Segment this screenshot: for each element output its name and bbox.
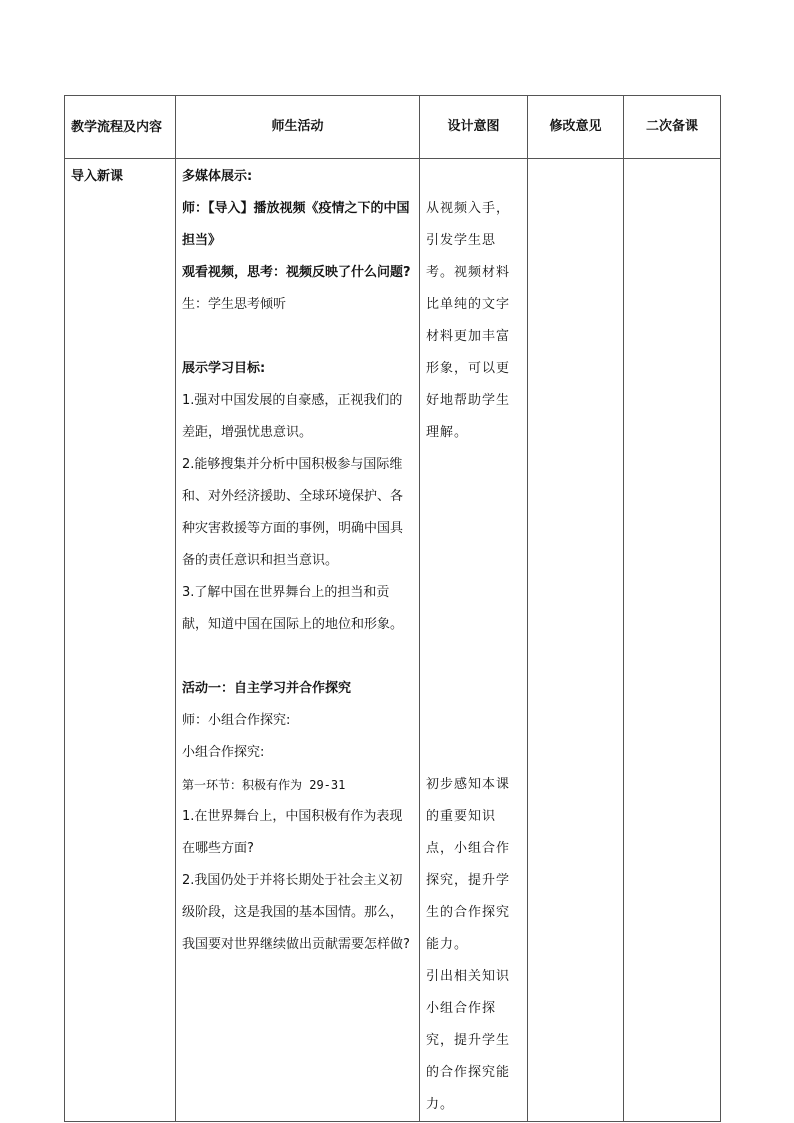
table-row	[65, 159, 721, 1122]
teacher-group: 师：小组合作探究:	[182, 713, 291, 728]
question-2: 2.我国仍处于并将长期处于社会主义初级阶段，这是我国的基本国情。那么，我国要对世界继续做出贡献需要怎样做?	[182, 873, 410, 952]
activity-cell	[176, 159, 420, 1122]
stage-cell	[65, 159, 176, 1122]
stage-label: 导入新课	[71, 169, 124, 184]
design-intent-1: 从视频入手，引发学生思考。视频材料比单纯的文字材料更加丰富形象，可以更好地帮助学生理解。	[426, 201, 511, 440]
lesson-plan-table	[64, 95, 721, 1122]
goals-heading: 展示学习目标:	[182, 361, 266, 376]
header-second-prep: 二次备课	[624, 96, 721, 159]
design-intent-cell	[420, 159, 528, 1122]
media-heading: 多媒体展示:	[182, 169, 253, 184]
watch-question: 观看视频，思考：视频反映了什么问题?	[182, 265, 411, 280]
revision-cell	[528, 159, 624, 1122]
teacher-intro: 师：【导入】播放视频《疫情之下的中国担当》	[182, 201, 410, 248]
design-intent-3: 引出相关知识小组合作探究，提升学生的合作探究能力。	[426, 969, 511, 1112]
question-1: 1.在世界舞台上，中国积极有作为表现在哪些方面?	[182, 809, 403, 856]
table-header-row	[65, 96, 721, 159]
spacer	[182, 321, 413, 353]
header-activity: 师生活动	[176, 96, 420, 159]
header-revision: 修改意见	[528, 96, 624, 159]
group-label: 小组合作探究:	[182, 745, 265, 760]
spacer	[426, 161, 521, 193]
header-design-intent: 设计意图	[420, 96, 528, 159]
student-response: 生：学生思考倾听	[182, 297, 287, 312]
goal-1: 1.强对中国发展的自豪感，正视我们的差距，增强忧患意识。	[182, 393, 403, 440]
goal-2: 2.能够搜集并分析中国积极参与国际维和、对外经济援助、全球环境保护、各种灾害救援等方面的事例，明确中国具备的责任意识和担当意识。	[182, 457, 404, 568]
goal-3: 3.了解中国在世界舞台上的担当和贡献，知道中国在国际上的地位和形象。	[182, 585, 404, 632]
second-prep-cell	[624, 159, 721, 1122]
design-intent-2: 初步感知本课的重要知识点，小组合作探究，提升学生的合作探究能力。	[426, 777, 511, 952]
activity1-heading: 活动一：自主学习并合作探究	[182, 681, 352, 696]
section-1: 第一环节：积极有作为 29-31	[182, 778, 346, 792]
header-process: 教学流程及内容	[65, 96, 176, 159]
spacer	[182, 641, 413, 673]
spacer	[426, 449, 521, 769]
